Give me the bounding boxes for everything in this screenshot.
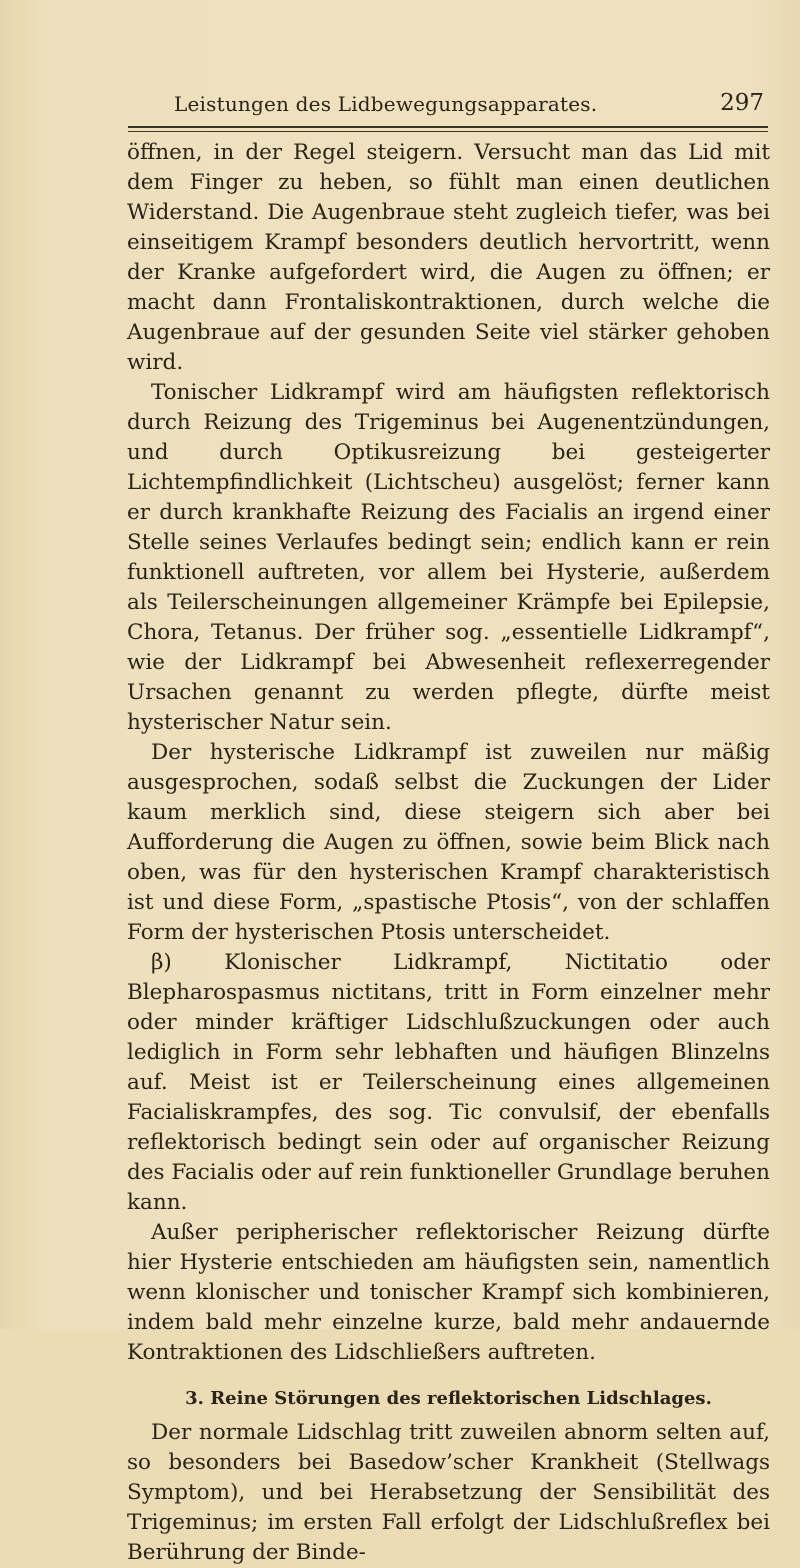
page-number: 297 [720, 90, 764, 116]
paragraph: Der normale Lidschlag tritt zuweilen abnorm selten auf, so besonders bei Basedow’scher Krankheit (Stellwags Symptom), und bei Herabsetzung der Sensibilität des Trigeminus; im ersten Fall erfolgt der Lidschlußreflex bei Berührung der Binde- [127, 1420, 770, 1565]
section-heading: 3. Reine Störungen des reflektorischen Lidschlages. [185, 1388, 712, 1409]
header-rule-thin [128, 131, 768, 132]
paragraph: Außer peripherischer reflektorischer Reizung dürfte hier Hysterie entschieden am häufigsten sein, namentlich wenn klonischer und tonischer Krampf sich kombinieren, indem bald mehr einzelne kurze, bald mehr andauernde Kontraktionen des Lidschließers auftreten. [127, 1220, 770, 1365]
page-header [128, 92, 768, 126]
body-text [127, 138, 770, 1568]
paragraph: β) Klonischer Lidkrampf, Nictitatio oder Blepharospasmus nictitans, tritt in Form einzelner mehr oder minder kräftiger Lidschlußzuckungen oder auch lediglich in Form sehr lebhaften und häufigen Blinzelns auf. Meist ist er Teilerscheinung eines allgemeinen Facialiskrampfes, des sog. Tic convulsif, der ebenfalls reflektorisch bedingt sein oder auf organischer Reizung des Facialis oder auf rein funktioneller Grundlage beruhen kann. [127, 950, 770, 1215]
paragraph: Der hysterische Lidkrampf ist zuweilen nur mäßig ausgesprochen, sodaß selbst die Zuckungen der Lider kaum merklich sind, diese steigern sich aber bei Aufforderung die Augen zu öffnen, sowie beim Blick nach oben, was für den hysterischen Krampf charakteristisch ist und diese Form, „spastische Ptosis“, von der schlaffen Form der hysterischen Ptosis unterscheidet. [127, 740, 770, 945]
running-title: Leistungen des Lidbewegungsapparates. [174, 92, 598, 116]
paragraph: öffnen, in der Regel steigern. Versucht man das Lid mit dem Finger zu heben, so fühlt man einen deutlichen Widerstand. Die Augenbraue steht zugleich tiefer, was bei einseitigem Krampf besonders deutlich hervortritt, wenn der Kranke aufgefordert wird, die Augen zu öffnen; er macht dann Frontaliskontraktionen, durch welche die Augenbraue auf der gesunden Seite viel stärker gehoben wird. [127, 140, 770, 375]
paragraph: Tonischer Lidkrampf wird am häufigsten reflektorisch durch Reizung des Trigeminus bei Augenentzündungen, und durch Optikusreizung bei gesteigerter Lichtempfindlichkeit (Lichtscheu) ausgelöst; ferner kann er durch krankhafte Reizung des Facialis an irgend einer Stelle seines Verlaufes bedingt sein; endlich kann er rein funktionell auftreten, vor allem bei Hysterie, außerdem als Teilerscheinungen allgemeiner Krämpfe bei Epilepsie, Chora, Tetanus. Der früher sog. „essentielle Lidkrampf“, wie der Lidkrampf bei Abwesenheit reflexerregender Ursachen genannt zu werden pflegte, dürfte meist hysterischer Natur sein. [127, 380, 770, 735]
header-rule [128, 126, 768, 128]
